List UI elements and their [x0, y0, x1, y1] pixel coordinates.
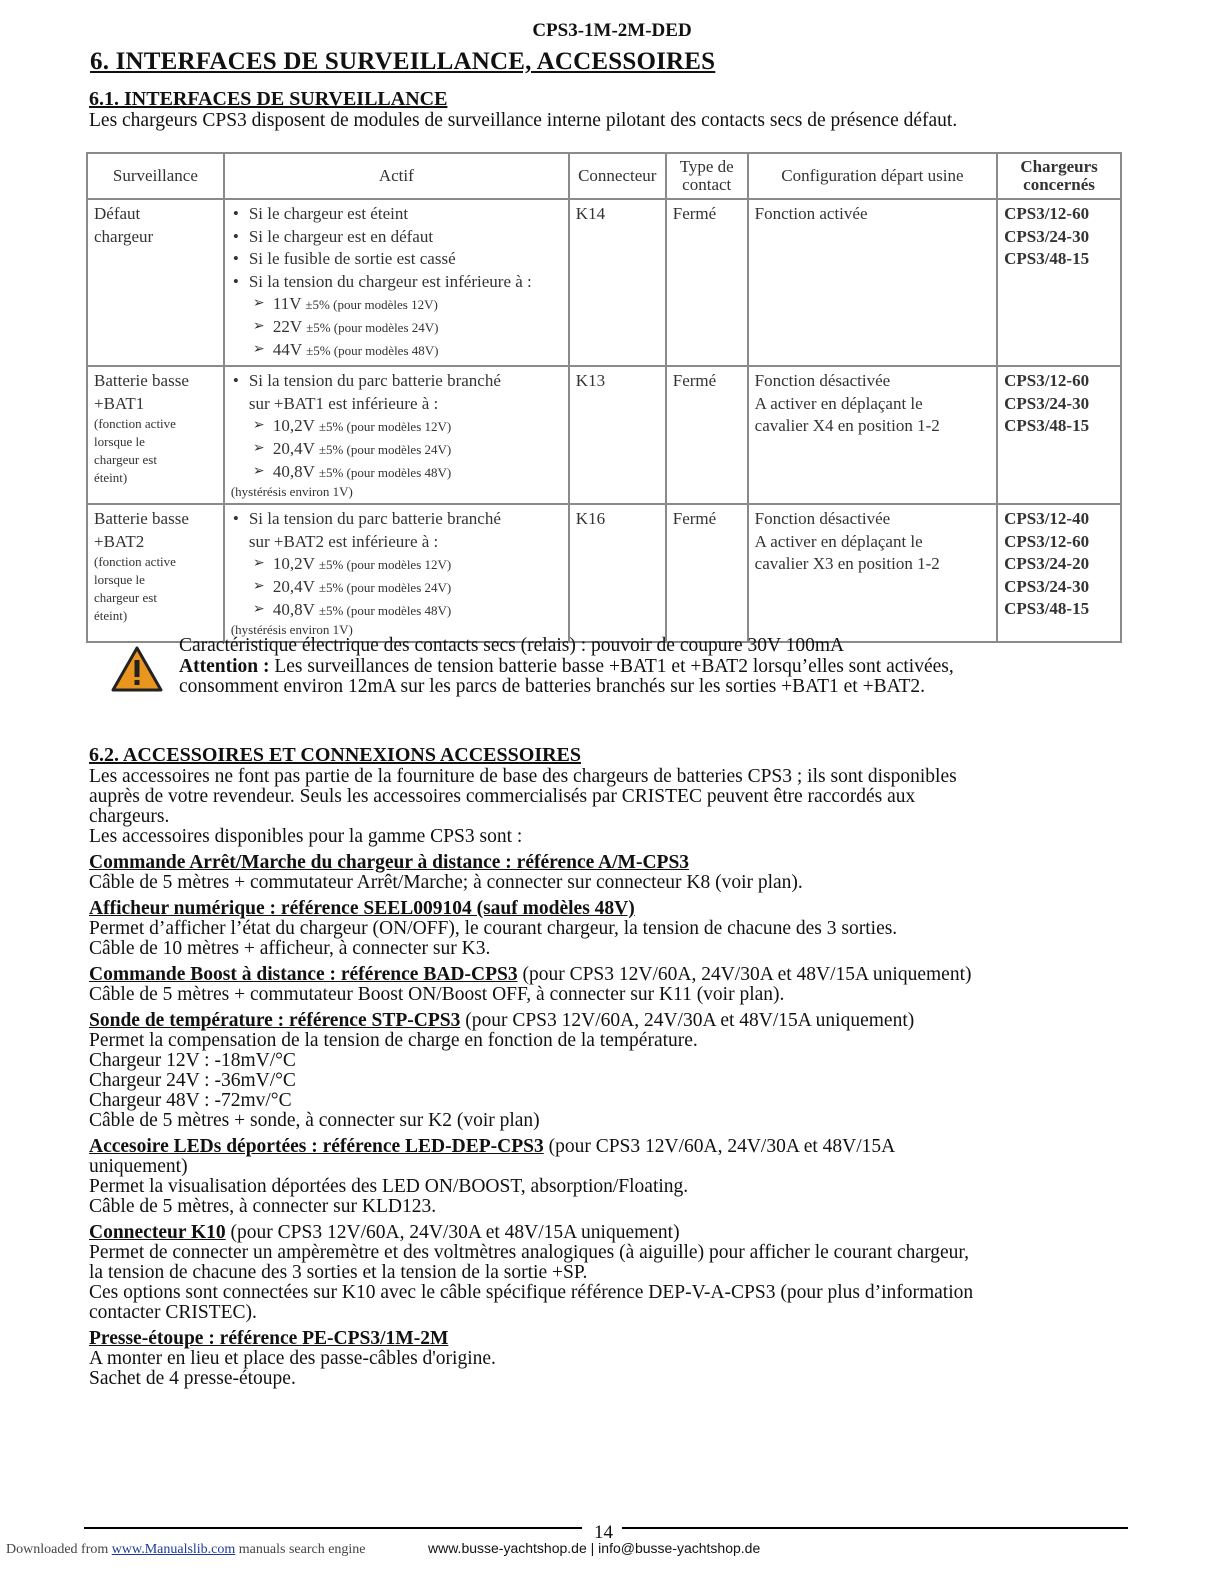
accessory-line: Chargeur 24V : -36mV/°C: [89, 1070, 296, 1091]
accessory-line: Chargeur 48V : -72mv/°C: [89, 1090, 292, 1111]
charger-model: CPS3/24-30: [1004, 393, 1090, 413]
section-6-1-title: 6.1. INTERFACES DE SURVEILLANCE: [89, 88, 448, 110]
threshold-tolerance: ±5% (pour modèles 48V): [306, 343, 439, 358]
surv-note: chargeur est: [94, 452, 157, 467]
cell-config: [748, 504, 997, 642]
bullet-item: • Si la tension du chargeur est inférieure à :: [231, 271, 562, 294]
threshold-value: 40,8V: [272, 462, 315, 481]
accessory-title: Connecteur K10: [89, 1222, 226, 1243]
document-code: CPS3-1M-2M-DED: [532, 20, 692, 41]
cell-surveillance: [87, 366, 224, 504]
cell-actif: [224, 366, 569, 504]
threshold-value: 40,8V: [272, 600, 315, 619]
surv-line: Batterie basse: [94, 371, 189, 390]
threshold-tolerance: ±5% (pour modèles 12V): [318, 557, 452, 572]
accessory-line: Sachet de 4 presse-étoupe.: [89, 1368, 296, 1389]
threshold-item: [231, 438, 562, 461]
accessory-line: Câble de 5 mètres + sonde, à connecter sur K2 (voir plan): [89, 1110, 540, 1131]
threshold-tolerance: ±5% (pour modèles 12V): [305, 297, 438, 312]
surv-note: éteint): [94, 608, 128, 623]
warning-triangle-icon: [111, 646, 163, 692]
config-line: A activer en déplaçant le: [754, 531, 923, 551]
table-row: [87, 199, 1121, 366]
accessory-line: la tension de chacune des 3 sorties et la tension de la sortie +SP.: [89, 1262, 588, 1283]
warning-line-1: Caractéristique électrique des contacts secs (relais) : pouvoir de coupure 30V 100mA: [179, 635, 845, 656]
accessory-2: [89, 899, 1119, 959]
monitoring-table: [86, 152, 1122, 643]
accessory-5: [89, 1137, 1119, 1217]
col-type-contact: [666, 153, 748, 199]
accessory-line: Permet de connecter un ampèremètre et des voltmètres analogiques (à aiguille) pour afficher le courant chargeur,: [89, 1242, 969, 1263]
accessory-line: contacter CRISTEC).: [89, 1302, 257, 1323]
charger-model: CPS3/48-15: [1004, 416, 1090, 435]
bullet-text: sur +BAT2 est inférieure à :: [248, 531, 439, 551]
bullet-text: Si la tension du parc batterie branché: [248, 509, 501, 528]
threshold-value: 20,4V: [272, 577, 315, 596]
config-line: Fonction désactivée: [754, 509, 891, 528]
cell-actif: [224, 199, 569, 366]
surv-note: lorsque le: [94, 572, 145, 587]
bullet-item: • Si le chargeur est éteint: [231, 203, 562, 226]
accessory-suffix: (pour CPS3 12V/60A, 24V/30A et 48V/15A uniquement): [460, 1010, 915, 1031]
accessory-1: [89, 853, 1119, 893]
surv-note: chargeur est: [94, 590, 157, 605]
threshold-value: 10,2V: [272, 554, 315, 573]
accessory-suffix: (pour CPS3 12V/60A, 24V/30A et 48V/15A: [543, 1136, 896, 1157]
threshold-tolerance: ±5% (pour modèles 24V): [318, 580, 452, 595]
download-prefix: Downloaded from: [6, 1542, 112, 1557]
surv-note: éteint): [94, 470, 128, 485]
threshold-value: 22V: [272, 317, 302, 336]
cell-config: Fonction activée: [748, 199, 997, 366]
col-type-l2: contact: [682, 175, 732, 194]
config-line: A activer en déplaçant le: [754, 393, 923, 413]
section-6-2-title: 6.2. ACCESSOIRES ET CONNEXIONS ACCESSOIRES: [89, 744, 582, 766]
config-line: cavalier X4 en position 1-2: [754, 416, 940, 435]
accessory-7: [89, 1329, 1119, 1389]
col-charg-l1: Chargeurs: [1020, 157, 1098, 176]
intro-line: Les accessoires disponibles pour la gamme CPS3 sont :: [89, 826, 523, 847]
warning-line-2: [179, 657, 1129, 678]
threshold-tolerance: ±5% (pour modèles 24V): [306, 320, 439, 335]
accessory-line: A monter en lieu et place des passe-câbles d'origine.: [89, 1348, 496, 1369]
accessory-title: Presse-étoupe : référence PE-CPS3/1M-2M: [89, 1328, 449, 1349]
bullet-text: sur +BAT1 est inférieure à :: [248, 393, 439, 413]
accessory-line: Câble de 5 mètres, à connecter sur KLD123.: [89, 1196, 437, 1217]
col-config: Configuration départ usine: [748, 153, 997, 199]
cell-type: Fermé: [666, 504, 748, 642]
accessory-line: Permet la compensation de la tension de charge en fonction de la température.: [89, 1030, 698, 1051]
config-line: cavalier X3 en position 1-2: [754, 554, 940, 573]
cell-connecteur: K13: [569, 366, 666, 504]
col-chargeurs: [997, 153, 1121, 199]
threshold-tolerance: ±5% (pour modèles 12V): [318, 419, 452, 434]
charger-model: CPS3/24-20: [1004, 554, 1090, 573]
cell-chargeurs: [997, 366, 1121, 504]
cell-surveillance: [87, 199, 224, 366]
accessory-6: [89, 1223, 1119, 1323]
surv-note: (fonction active: [94, 416, 176, 431]
hysteresis-note: (hystérésis environ 1V): [230, 484, 353, 499]
threshold-value: 44V: [272, 340, 302, 359]
charger-model: CPS3/12-60: [1004, 371, 1090, 390]
bullet-item: • Si le fusible de sortie est cassé: [231, 248, 562, 271]
surv-line: Batterie basse: [94, 509, 189, 528]
hysteresis-note: (hystérésis environ 1V): [230, 622, 353, 637]
accessory-heading: [89, 965, 1119, 985]
surv-line: +BAT1: [94, 393, 145, 413]
config-line: Fonction désactivée: [754, 371, 891, 390]
charger-model: CPS3/12-60: [1004, 204, 1090, 223]
threshold-item: [231, 339, 562, 362]
accessory-heading: [89, 1137, 1119, 1157]
section-6-2: [89, 744, 1119, 1389]
accessory-suffix: (pour CPS3 12V/60A, 24V/30A et 48V/15A uniquement): [517, 964, 972, 985]
cell-surveillance: [87, 504, 224, 642]
accessory-heading: [89, 1011, 1119, 1031]
manualslib-link[interactable]: www.Manualslib.com: [111, 1542, 236, 1557]
threshold-item: [231, 461, 562, 484]
accessory-suffix: (pour CPS3 12V/60A, 24V/30A et 48V/15A uniquement): [225, 1222, 680, 1243]
intro-line: chargeurs.: [89, 806, 170, 827]
accessory-line: Permet la visualisation déportées des LED ON/BOOST, absorption/Floating.: [89, 1176, 689, 1197]
download-note: [6, 1542, 366, 1558]
accessory-title: Commande Arrêt/Marche du chargeur à distance : référence A/M-CPS3: [89, 852, 690, 873]
surv-line: Défaut: [94, 204, 141, 223]
table-header-row: [87, 153, 1121, 199]
download-suffix: manuals search engine: [235, 1542, 366, 1557]
section-6-title: 6. INTERFACES DE SURVEILLANCE, ACCESSOIRES: [90, 48, 716, 75]
threshold-item: [231, 316, 562, 339]
cell-connecteur: K14: [569, 199, 666, 366]
accessory-3: [89, 965, 1119, 1005]
threshold-item: [231, 293, 562, 316]
accessory-title: Accesoire LEDs déportées : référence LED-DEP-CPS3: [89, 1136, 544, 1157]
accessory-line: Câble de 5 mètres + commutateur Arrêt/Marche; à connecter sur connecteur K8 (voir plan).: [89, 872, 803, 893]
table-row: [87, 504, 1121, 642]
charger-model: CPS3/24-30: [1004, 226, 1090, 246]
warning-line-3: consomment environ 12mA sur les parcs de batteries branchés sur les sorties +BAT1 et +BAT2.: [179, 676, 926, 697]
bullet-item: [231, 370, 562, 415]
threshold-tolerance: ±5% (pour modèles 48V): [318, 465, 452, 480]
accessory-heading: [89, 1223, 1119, 1243]
shop-contact: www.busse-yachtshop.de | info@busse-yachtshop.de: [428, 1540, 761, 1556]
cell-config: [748, 366, 997, 504]
bullet-text: Si la tension du parc batterie branché: [248, 371, 501, 390]
surv-line: +BAT2: [94, 531, 145, 551]
footer-rule-left: [84, 1527, 582, 1529]
charger-model: CPS3/24-30: [1004, 576, 1090, 596]
accessory-line: Câble de 10 mètres + afficheur, à connecter sur K3.: [89, 938, 491, 959]
accessory-4: [89, 1011, 1119, 1131]
intro-line: Les accessoires ne font pas partie de la fourniture de base des chargeurs de batteries CPS3 ; ils sont disponibles: [89, 766, 957, 787]
col-surveillance: Surveillance: [87, 153, 224, 199]
threshold-item: [231, 553, 562, 576]
col-type-l1: Type de: [679, 157, 734, 176]
threshold-value: 10,2V: [272, 416, 315, 435]
warning-line-2-text: Les surveillances de tension batterie basse +BAT1 et +BAT2 lorsqu’elles sont activées,: [269, 655, 954, 677]
charger-model: CPS3/48-15: [1004, 599, 1090, 618]
charger-model: CPS3/12-40: [1004, 509, 1090, 528]
cell-type: Fermé: [666, 366, 748, 504]
accessory-line: Câble de 5 mètres + commutateur Boost ON/Boost OFF, à connecter sur K11 (voir plan).: [89, 984, 785, 1005]
threshold-item: [231, 576, 562, 599]
page-number: 14: [594, 1522, 613, 1543]
charger-model: CPS3/48-15: [1004, 249, 1090, 268]
table-row: [87, 366, 1121, 504]
accessory-title: Afficheur numérique : référence SEEL009104 (sauf modèles 48V): [89, 898, 635, 919]
cell-type: Fermé: [666, 199, 748, 366]
threshold-item: [231, 415, 562, 438]
intro-line: auprès de votre revendeur. Seuls les accessoires commercialisés par CRISTEC peuvent être raccordés aux: [89, 786, 916, 807]
footer-rule-right: [622, 1527, 1128, 1529]
threshold-tolerance: ±5% (pour modèles 24V): [318, 442, 452, 457]
col-charg-l2: concernés: [1023, 175, 1095, 194]
threshold-value: 20,4V: [272, 439, 315, 458]
warning-text: [179, 636, 1129, 698]
bullet-item: • Si le chargeur est en défaut: [231, 226, 562, 249]
surv-note: lorsque le: [94, 434, 145, 449]
accessory-title: Sonde de température : référence STP-CPS3: [89, 1010, 461, 1031]
section-6-1-intro: Les chargeurs CPS3 disposent de modules de surveillance interne pilotant des contacts secs de présence défaut.: [89, 110, 958, 131]
section-6-1: [89, 88, 1129, 131]
accessory-title: Commande Boost à distance : référence BAD-CPS3: [89, 964, 518, 985]
surv-note: (fonction active: [94, 554, 176, 569]
accessory-line: uniquement): [89, 1156, 188, 1177]
accessory-line: Permet d’afficher l’état du chargeur (ON/OFF), le courant chargeur, la tension de chacune des 3 sorties.: [89, 918, 898, 939]
cell-connecteur: K16: [569, 504, 666, 642]
col-connecteur: Connecteur: [569, 153, 666, 199]
charger-model: CPS3/12-60: [1004, 531, 1090, 551]
threshold-tolerance: ±5% (pour modèles 48V): [318, 603, 452, 618]
cell-actif: [224, 504, 569, 642]
surv-line: chargeur: [94, 226, 154, 246]
col-actif: Actif: [224, 153, 569, 199]
accessory-line: Ces options sont connectées sur K10 avec le câble spécifique référence DEP-V-A-CPS3 (pour plus d’information: [89, 1282, 974, 1303]
accessory-line: Chargeur 12V : -18mV/°C: [89, 1050, 296, 1071]
threshold-item: [231, 599, 562, 622]
cell-chargeurs: [997, 504, 1121, 642]
threshold-value: 11V: [272, 294, 302, 313]
cell-chargeurs: [997, 199, 1121, 366]
attention-label: Attention :: [179, 655, 270, 677]
bullet-item: [231, 508, 562, 553]
